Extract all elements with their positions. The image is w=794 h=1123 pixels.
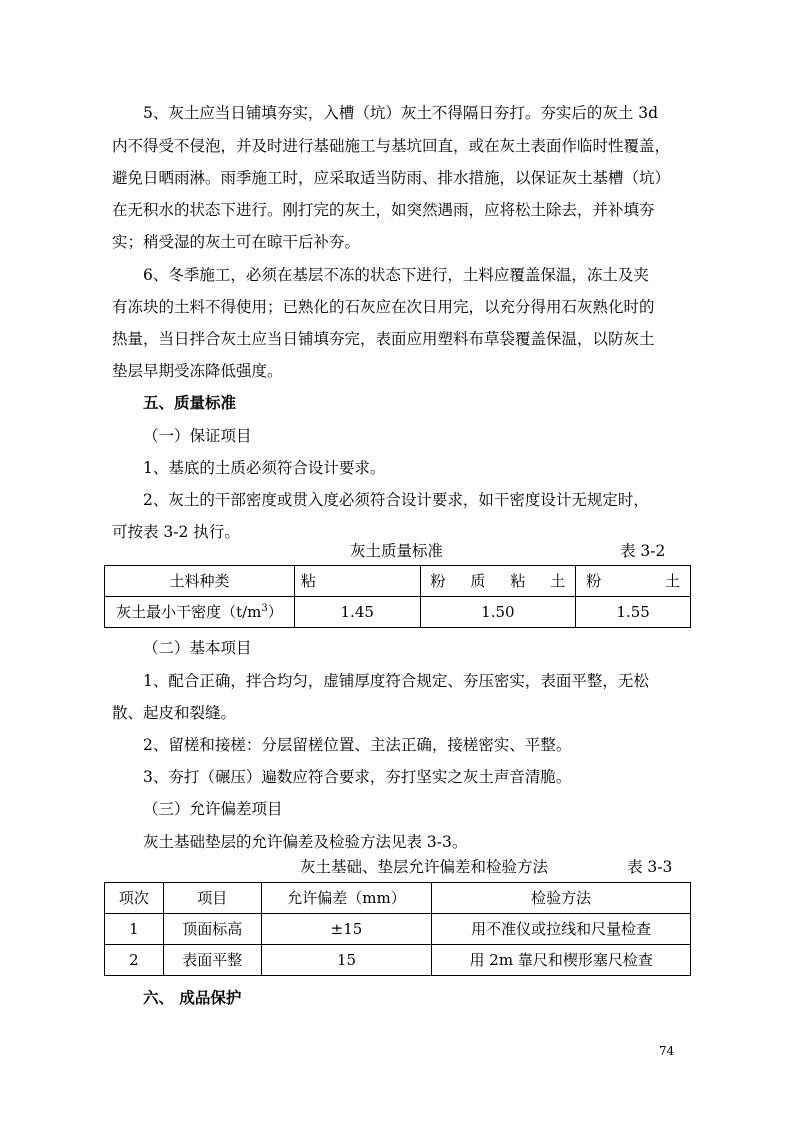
table-header-cell: 允许偏差（mm） [261, 883, 432, 914]
density-label-end: ） [267, 603, 283, 621]
table-cell: 1.55 [576, 597, 691, 628]
paragraph-5-line-5: 实；稍受湿的灰土可在晾干后补夯。 [112, 233, 361, 251]
table-header-char: 土 [550, 572, 566, 590]
item-2-line-1: 2、灰土的干部密度或贯入度必须符合设计要求，如干密度设计无规定时， [143, 491, 649, 509]
table-cell: 1.50 [420, 597, 576, 628]
paragraph-5-line-2: 内不得受不侵泡，并及时进行基础施工与基坑回直，或在灰土表面作临时性覆盖， [112, 137, 671, 155]
table-cell: 表面平整 [163, 945, 261, 976]
paragraph-6-line-3: 热量，当日拌合灰土应当日铺填夯完，表面应用塑料布草袋覆盖保温，以防灰土 [112, 330, 655, 348]
table-header-cell [576, 566, 691, 597]
unit-superscript: 3 [261, 603, 268, 614]
paragraph-6-line-2: 有冻块的土料不得使用；已熟化的石灰应在次日用完，以充分得用石灰熟化时的 [112, 298, 655, 316]
paragraph-5-line-4: 在无积水的状态下进行。刚打完的灰土，如突然遇雨，应将松土除去，并补填夯 [112, 201, 655, 219]
table-3-3-title: 灰土基础、垫层允许偏差和检验方法 [300, 858, 549, 876]
paragraph-6-line-1: 6、冬季施工，必须在基层不冻的状态下进行，土料应覆盖保温，冻土及夹 [143, 266, 649, 284]
basic-item-1-line-2: 散、起皮和裂缝。 [112, 704, 237, 722]
table-header-char: 粘 [510, 572, 526, 590]
table-cell: 1 [105, 914, 164, 945]
paragraph-5-line-1: 5、灰土应当日铺填夯实，入槽（坑）灰土不得隔日夯打。夯实后的灰土 3d [143, 104, 659, 122]
table-header-char: 粉 [430, 572, 446, 590]
section-heading-quality: 五、质量标准 [143, 393, 237, 412]
density-label: 灰土最小干密度（t/m [116, 603, 262, 621]
table-header-cell: 项目 [163, 883, 261, 914]
table-header-cell: 项次 [105, 883, 164, 914]
basic-item-3: 3、夯打（碾压）遍数应符合要求，夯打坚实之灰土声音清脆。 [143, 768, 572, 786]
table-row [105, 914, 691, 945]
table-cell: 用不准仪或拉线和尺量检查 [432, 914, 691, 945]
subheading-tolerance-items: （三）允许偏差项目 [143, 800, 283, 818]
table-row [105, 883, 691, 914]
table-3-2-title: 灰土质量标准 [350, 542, 444, 560]
table-header-char: 质 [470, 572, 486, 590]
item-2-line-2: 可按表 3-2 执行。 [112, 523, 240, 541]
subheading-basic-items: （二）基本项目 [143, 639, 252, 657]
table-cell-label [105, 597, 295, 628]
table-row [105, 945, 691, 976]
paragraph-6-line-4: 垫层早期受冻降低强度。 [112, 362, 283, 380]
table-3-3 [104, 882, 691, 976]
table-row [105, 597, 691, 628]
table-header-cell [420, 566, 576, 597]
table-header-cell: 粘 [294, 566, 420, 597]
section-heading-protection: 六、 成品保护 [143, 988, 242, 1007]
table-cell: 2 [105, 945, 164, 976]
tolerance-intro: 灰土基础垫层的允许偏差及检验方法见表 3-3。 [143, 833, 468, 851]
subheading-guaranteed-items: （一）保证项目 [143, 427, 252, 445]
basic-item-1-line-1: 1、配合正确，拌合均匀，虚铺厚度符合规定、夯压密实，表面平整，无松 [143, 672, 649, 690]
table-header-cell: 土料种类 [105, 566, 295, 597]
table-3-2-number: 表 3-2 [620, 542, 666, 560]
table-header-cell: 检验方法 [432, 883, 691, 914]
table-cell: 用 2m 靠尺和楔形塞尺检查 [432, 945, 691, 976]
table-3-3-number: 表 3-3 [627, 858, 673, 876]
basic-item-2: 2、留槎和接槎：分层留槎位置、主法正确，接槎密实、平整。 [143, 736, 572, 754]
page-number: 74 [659, 1044, 675, 1058]
table-header-char: 土 [664, 572, 680, 590]
table-cell: 顶面标高 [163, 914, 261, 945]
table-cell: 15 [261, 945, 432, 976]
table-cell: ±15 [261, 914, 432, 945]
table-header-char: 粉 [586, 572, 602, 590]
table-3-2 [104, 565, 691, 628]
paragraph-5-line-3: 避免日晒雨淋。雨季施工时，应采取适当防雨、排水措施，以保证灰土基槽（坑） [112, 169, 671, 187]
table-cell: 1.45 [294, 597, 420, 628]
table-row [105, 566, 691, 597]
item-1: 1、基底的土质必须符合设计要求。 [143, 459, 386, 477]
